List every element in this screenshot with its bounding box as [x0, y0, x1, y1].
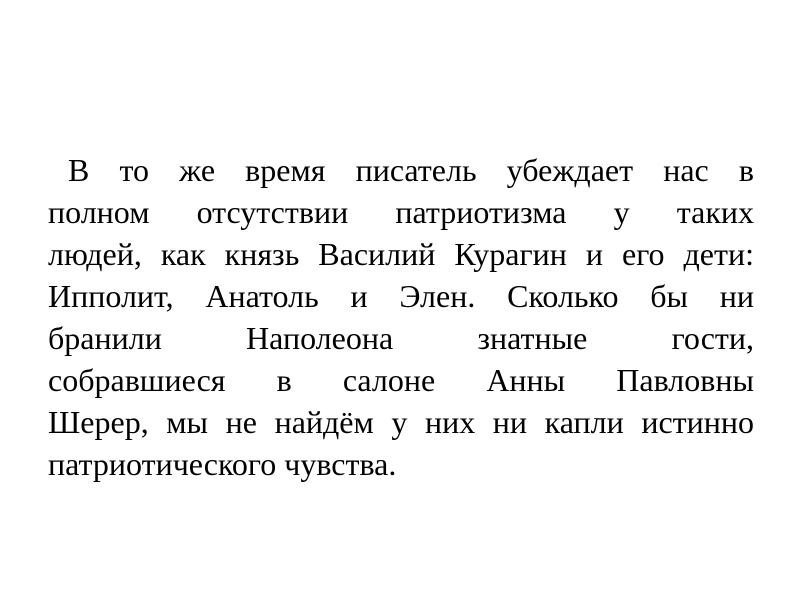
paragraph-line-7: Шерер, мы не найдём у них ни капли истинно [48, 404, 754, 440]
paragraph-line-2: полном отсутствии патриотизма у таких [48, 194, 754, 230]
paragraph-line-4: Ипполит, Анатоль и Элен. Сколько бы ни [48, 278, 754, 314]
paragraph-line-1: В то же время писатель убеждает нас в [68, 152, 754, 188]
paragraph-line-6: собравшиеся в салоне Анны Павловны [48, 362, 754, 398]
paragraph-line-5: бранили Наполеона знатные гости, [48, 320, 754, 356]
paragraph-line-8: патриотического чувства. [48, 446, 397, 482]
paragraph-line-3: людей, как князь Василий Курагин и его дети: [48, 236, 754, 272]
paragraph [48, 149, 754, 485]
